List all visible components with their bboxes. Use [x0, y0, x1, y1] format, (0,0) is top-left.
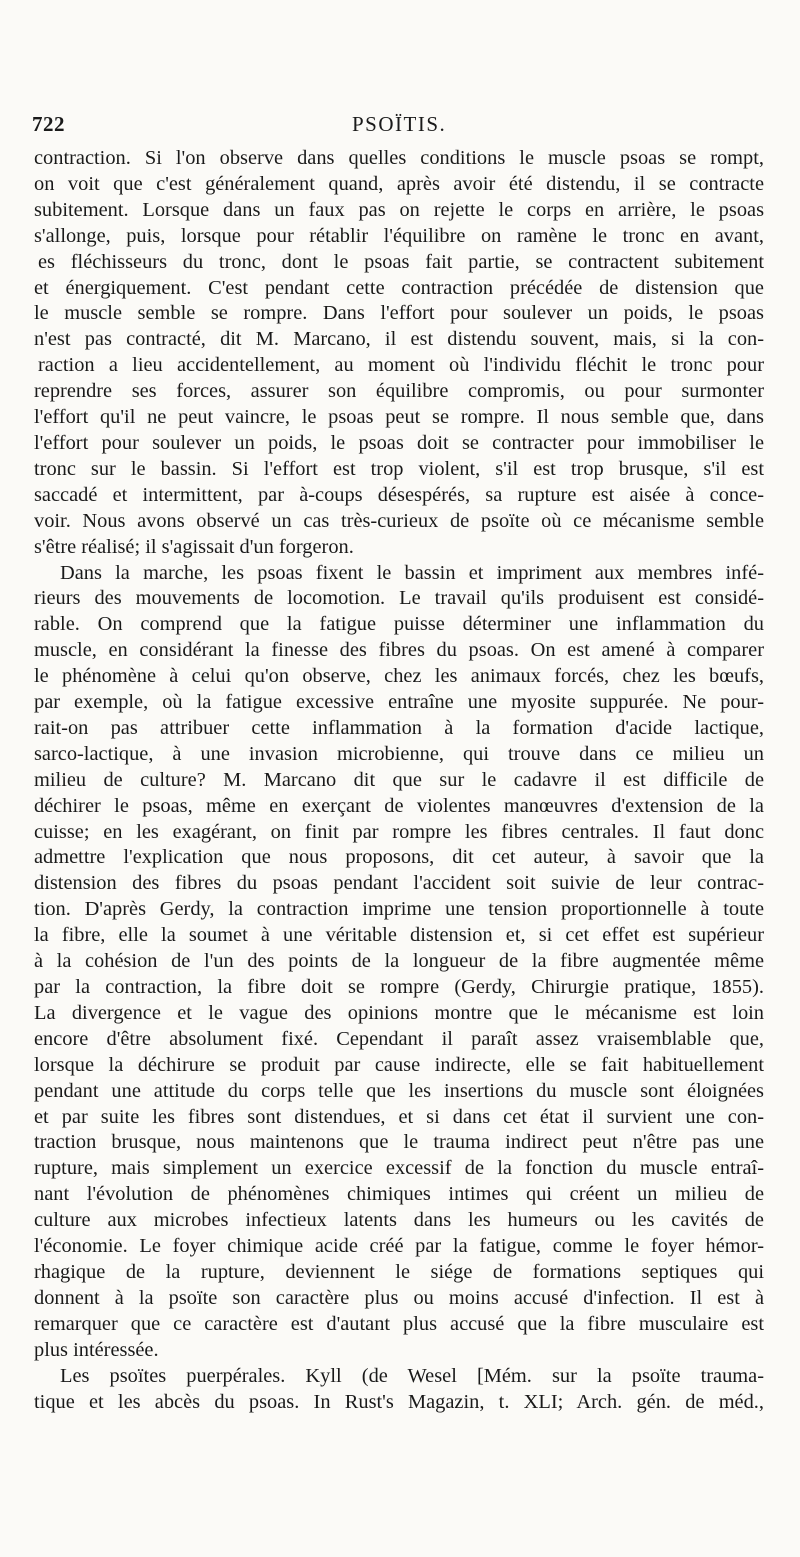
text-line: sarco-lactique, à une invasion microbienne, qui trouve dans ce milieu un	[34, 742, 764, 765]
text-line: à la cohésion de l'un des points de la longueur de la fibre augmentée même	[34, 950, 764, 973]
text-line: saccadé et intermittent, par à-coups désespérés, sa rupture est aisée à conce-	[34, 483, 764, 506]
body-text	[34, 146, 764, 1415]
text-line: contraction. Si l'on observe dans quelles conditions le muscle psoas se rompt,	[34, 147, 764, 169]
text-line: muscle, en considérant la finesse des fibres du psoas. On est amené à comparer	[34, 639, 764, 662]
text-line: et énergiquement. C'est pendant cette contraction précédée de distension que	[34, 276, 764, 299]
running-head: PSOÏTIS.	[352, 112, 447, 136]
text-line: rieurs des mouvements de locomotion. Le travail qu'ils produisent est considé-	[34, 587, 764, 610]
text-line: tique et les abcès du psoas. In Rust's Magazin, t. XLI; Arch. gén. de méd.,	[34, 1390, 764, 1413]
text-line: l'économie. Le foyer chimique acide créé par la fatigue, comme le foyer hémor-	[34, 1235, 764, 1258]
text-line: rable. On comprend que la fatigue puisse déterminer une inflammation du	[34, 613, 764, 636]
text-line: raction a lieu accidentellement, au moment où l'individu fléchit le tronc pour	[38, 354, 764, 377]
text-line: rait-on pas attribuer cette inflammation à la formation d'acide lactique,	[34, 716, 764, 739]
text-line: milieu de culture? M. Marcano dit que sur le cadavre il est difficile de	[34, 768, 764, 791]
text-line: tronc sur le bassin. Si l'effort est trop violent, s'il est trop brusque, s'il est	[34, 457, 764, 480]
text-line: le phénomène à celui qu'on observe, chez les animaux forcés, chez les bœufs,	[34, 665, 764, 688]
text-line: par exemple, où la fatigue excessive entraîne une myosite suppurée. Ne pour-	[34, 691, 764, 714]
text-line: donnent à la psoïte son caractère plus ou moins accusé d'infection. Il est à	[34, 1286, 764, 1309]
text-line: s'allonge, puis, lorsque pour rétablir l'équilibre on ramène le tronc en avant,	[34, 224, 764, 247]
text-line: remarquer que ce caractère est d'autant plus accusé que la fibre musculaire est	[34, 1312, 764, 1335]
text-line: nant l'évolution de phénomènes chimiques intimes qui créent un milieu de	[34, 1183, 764, 1206]
text-line: tion. D'après Gerdy, la contraction imprime une tension proportionnelle à toute	[34, 898, 764, 921]
text-line: on voit que c'est généralement quand, après avoir été distendu, il se contracte	[34, 172, 764, 195]
text-line: n'est pas contracté, dit M. Marcano, il est distendu souvent, mais, si la con-	[34, 328, 764, 351]
text-line: encore d'être absolument fixé. Cependant il paraît assez vraisemblable que,	[34, 1027, 764, 1050]
text-line: distension des fibres du psoas pendant l'accident soit suivie de leur contrac-	[34, 872, 764, 895]
text-line: Les psoïtes puerpérales. Kyll (de Wesel [Mém. sur la psoïte trauma-	[60, 1364, 764, 1387]
text-line: culture aux microbes infectieux latents dans les humeurs ou les cavités de	[34, 1209, 764, 1232]
text-line: Dans la marche, les psoas fixent le bassin et impriment aux membres infé-	[60, 561, 764, 584]
text-line: plus intéressée.	[34, 1338, 159, 1361]
text-line: par la contraction, la fibre doit se rompre (Gerdy, Chirurgie pratique, 1855).	[34, 976, 764, 998]
text-line: admettre l'explication que nous proposons, dit cet auteur, à savoir que la	[34, 846, 764, 869]
text-line: pendant une attitude du corps telle que les insertions du muscle sont éloignées	[34, 1079, 764, 1102]
text-line: et par suite les fibres sont distendues, et si dans cet état il survient une con-	[34, 1105, 764, 1128]
text-line: voir. Nous avons observé un cas très-curieux de psoïte où ce mécanisme semble	[34, 509, 764, 532]
text-line: l'effort qu'il ne peut vaincre, le psoas peut se rompre. Il nous semble que, dans	[34, 406, 764, 429]
text-line: La divergence et le vague des opinions montre que le mécanisme est loin	[34, 1001, 764, 1024]
text-line: s'être réalisé; il s'agissait d'un forgeron.	[34, 535, 354, 558]
text-line: rhagique de la rupture, deviennent le siége de formations septiques qui	[34, 1260, 764, 1283]
page-number: 722	[32, 112, 65, 136]
text-line: rupture, mais simplement un exercice excessif de la fonction du muscle entraî-	[34, 1157, 764, 1180]
text-line: la fibre, elle la soumet à une véritable distension et, si cet effet est supérieur	[34, 924, 764, 947]
text-line: le muscle semble se rompre. Dans l'effort pour soulever un poids, le psoas	[34, 302, 764, 325]
text-line: déchirer le psoas, même en exerçant de violentes manœuvres d'extension de la	[34, 794, 764, 817]
text-line: subitement. Lorsque dans un faux pas on rejette le corps en arrière, le psoas	[34, 198, 764, 221]
text-line: reprendre ses forces, assurer son équilibre compromis, ou pour surmonter	[34, 380, 764, 403]
text-line: l'effort pour soulever un poids, le psoas doit se contracter pour immobiliser le	[34, 431, 764, 454]
page-header	[32, 112, 762, 142]
text-line: traction brusque, nous maintenons que le trauma indirect peut n'être pas une	[34, 1131, 764, 1154]
text-line: es fléchisseurs du tronc, dont le psoas fait partie, se contractent subitement	[38, 250, 764, 273]
text-line: lorsque la déchirure se produit par cause indirecte, elle se fait habituellement	[34, 1053, 764, 1076]
text-line: cuisse; en les exagérant, on finit par rompre les fibres centrales. Il faut donc	[34, 820, 764, 843]
